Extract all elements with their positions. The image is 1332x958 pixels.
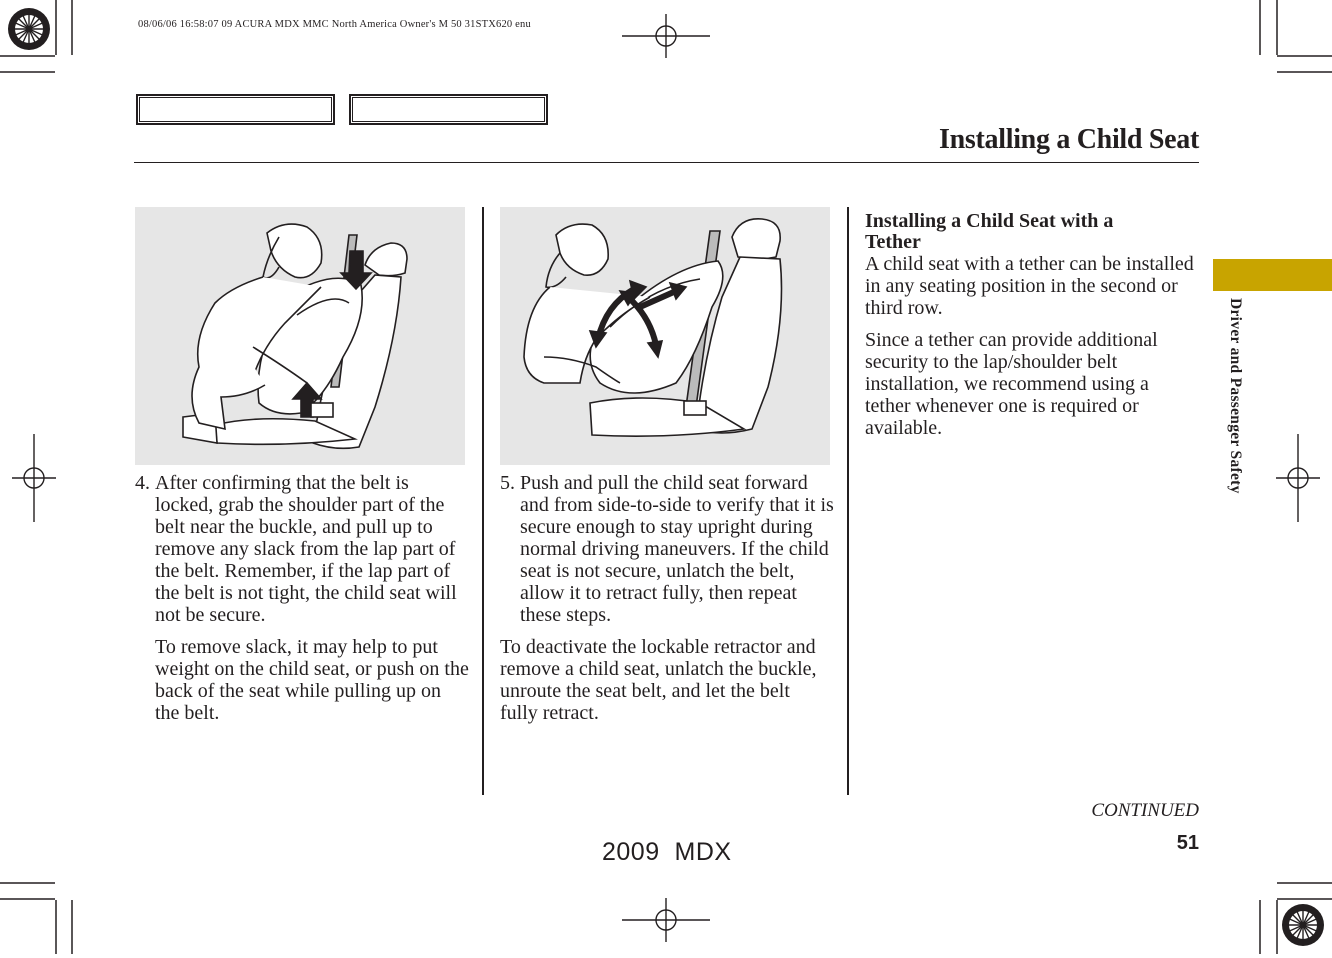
crosshair-top-center	[620, 14, 712, 62]
illustration-push-pull-seat	[500, 207, 830, 465]
registration-mark-bottom-right	[1250, 880, 1332, 958]
crosshair-bottom-center	[620, 898, 712, 946]
print-info: 08/06/06 16:58:07 09 ACURA MDX MMC North America Owner's M 50 31STX620 enu	[138, 19, 531, 30]
step-number: 4.	[135, 472, 150, 494]
step-number: 5.	[500, 472, 515, 494]
crop-mark-bottom-left	[0, 880, 80, 958]
section-tab-label: Driver and Passenger Safety	[1227, 298, 1244, 494]
nav-button-index[interactable]	[349, 94, 548, 125]
step-5	[500, 472, 835, 724]
step-text: After confirming that the belt is locked, grab the shoulder part of the belt near the buckle, and pull up to remove any slack from the lap part of the belt. Remember, if the lap part of the belt is not tight, the child seat will not be secure.	[155, 472, 457, 626]
crosshair-left-middle	[12, 434, 58, 526]
tether-paragraph-1: A child seat with a tether can be installed in any seating position in the second or third row.	[865, 253, 1194, 319]
column-divider	[482, 207, 484, 795]
retractor-paragraph: To deactivate the lockable retractor and remove a child seat, unlatch the buckle, unroute the seat belt, and let the belt fully retract.	[500, 636, 817, 724]
model-label: 2009 MDX	[602, 838, 732, 866]
step-text: Push and pull the child seat forward and from side-to-side to verify that it is secure enough to stay upright during normal driving maneuvers. If the child seat is not secure, unlatch the belt, allow it to retract fully, then repeat these steps.	[520, 472, 834, 626]
page-number: 51	[1176, 832, 1199, 854]
crop-mark-top-right	[1250, 0, 1332, 84]
tether-section	[865, 211, 1195, 439]
title-rule	[134, 162, 1199, 163]
crosshair-right-middle	[1276, 434, 1322, 526]
nav-button-contents[interactable]	[136, 94, 335, 125]
illustration-pull-belt	[135, 207, 465, 465]
section-tab[interactable]	[1213, 259, 1332, 291]
tether-paragraph-2: Since a tether can provide additional security to the lap/shoulder belt installation, we recommend using a tether whenever one is required or available.	[865, 329, 1158, 439]
page-title: Installing a Child Seat	[939, 124, 1199, 155]
step-4	[135, 472, 470, 724]
section-heading: Installing a Child Seat with a Tether	[865, 210, 1114, 253]
column-divider	[847, 207, 849, 795]
step-note: To remove slack, it may help to put weight on the child seat, or push on the back of the seat while pulling up on the belt.	[155, 636, 469, 724]
registration-mark-top-left	[0, 0, 140, 84]
continued-label: CONTINUED	[1091, 800, 1199, 821]
